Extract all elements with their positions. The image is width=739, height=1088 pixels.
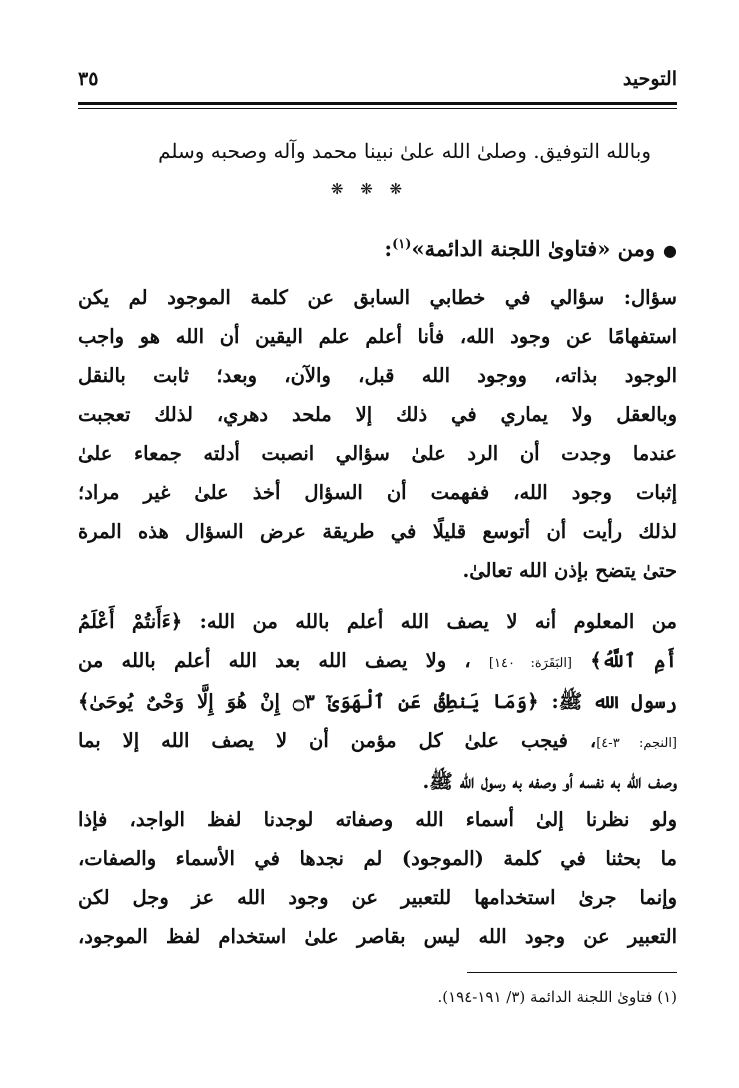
section-heading [200, 225, 677, 271]
text-line: حتىٰ يتضح بإذن الله تعالىٰ. [462, 559, 677, 582]
text-line: وإنما جرىٰ استخدامها للتعبير عن وجود الله عز وجل لكن [78, 886, 677, 909]
text-line: عندما وجدت أن الرد علىٰ سؤالي انصبت أدلته جمعاء علىٰ [78, 442, 677, 465]
footnote-ref: (١) [392, 237, 412, 252]
text-line: إثبات وجود الله، ففهمت أن السؤال أخذ علىٰ غير مراد؛ [78, 481, 677, 504]
text-line: رسول الله ﷺ: ﴿وَمَا يَنطِقُ عَنِ ٱلْهَوَىٰٓ ۝٣ إِنْ هُوَ إِلَّا وَحْىٌ يُوحَىٰ﴾ [78, 690, 678, 713]
text-line: الوجود بذاته، ووجود الله قبل، والآن، وبعد؛ ثابت بالنقل [78, 364, 677, 387]
footnote: (١) فتاوىٰ اللجنة الدائمة (٣/ ١٩١-١٩٤). [437, 988, 677, 1006]
text-line: ولو نظرنا إلىٰ أسماء الله وصفاته لوجدنا لفظ الواجد، فإذا [78, 808, 677, 831]
page-number: ٣٥ [78, 68, 99, 90]
section-separator: ❋ ❋ ❋ [330, 180, 409, 198]
bullet-icon: ● [663, 241, 677, 260]
text-line: وصف الله به نفسه أو وصفه به رسول الله ﷺ. [422, 770, 677, 793]
text-line: ما بحثنا في كلمة (الموجود) لم نجدها في الأسماء والصفات، [78, 847, 677, 870]
text-line: التعبير عن وجود الله ليس بقاصر علىٰ استخدام لفظ الموجود، [78, 925, 677, 948]
text-line: وبالعقل ولا يماري في ذلك إلا ملحد دهري، لذلك تعجبت [78, 403, 677, 426]
verse-reference: [البَقَرَة: ١٤٠] [488, 655, 573, 671]
text-line [78, 642, 677, 684]
heading-text: ومن «فتاوىٰ اللجنة الدائمة» [411, 236, 656, 261]
running-title: التوحيد [622, 68, 677, 90]
text-fragment: ، فيجب علىٰ كل مؤمن أن لا يصف الله إلا بما [78, 728, 597, 752]
text-line: من المعلوم أنه لا يصف الله أعلم بالله من الله: ﴿ءَأَنتُمْ أَعْلَمُ [78, 610, 677, 633]
verse-reference: [النجم: ٣-٤] [596, 735, 677, 751]
text-line: سؤال: سؤالي في خطابي السابق عن كلمة الموجود لم يكن [78, 286, 677, 309]
header-rule-thick [78, 102, 677, 105]
header-rule-thin [78, 108, 677, 109]
text-line: استفهامًا عن وجود الله، فأنا أعلم علم اليقين أن الله هو واجب [78, 325, 677, 348]
text-fragment: ، ولا يصف الله بعد الله أعلم بالله من [78, 648, 471, 672]
text-line [78, 722, 677, 764]
quran-paragraph [78, 603, 677, 802]
names-paragraph [78, 800, 677, 956]
heading-suffix: : [384, 236, 393, 261]
question-paragraph [78, 278, 677, 590]
running-header [78, 62, 677, 102]
closing-line: وبالله التوفيق. وصلىٰ الله علىٰ نبينا محمد وآله وصحبه وسلم [158, 139, 651, 163]
footnote-rule [467, 972, 677, 973]
text-line: لذلك رأيت أن أتوسع قليلًا في طريقة عرض السؤال هذه المرة [78, 520, 677, 543]
quran-quote: أَمِ ٱللَّهُ﴾ [590, 648, 678, 672]
